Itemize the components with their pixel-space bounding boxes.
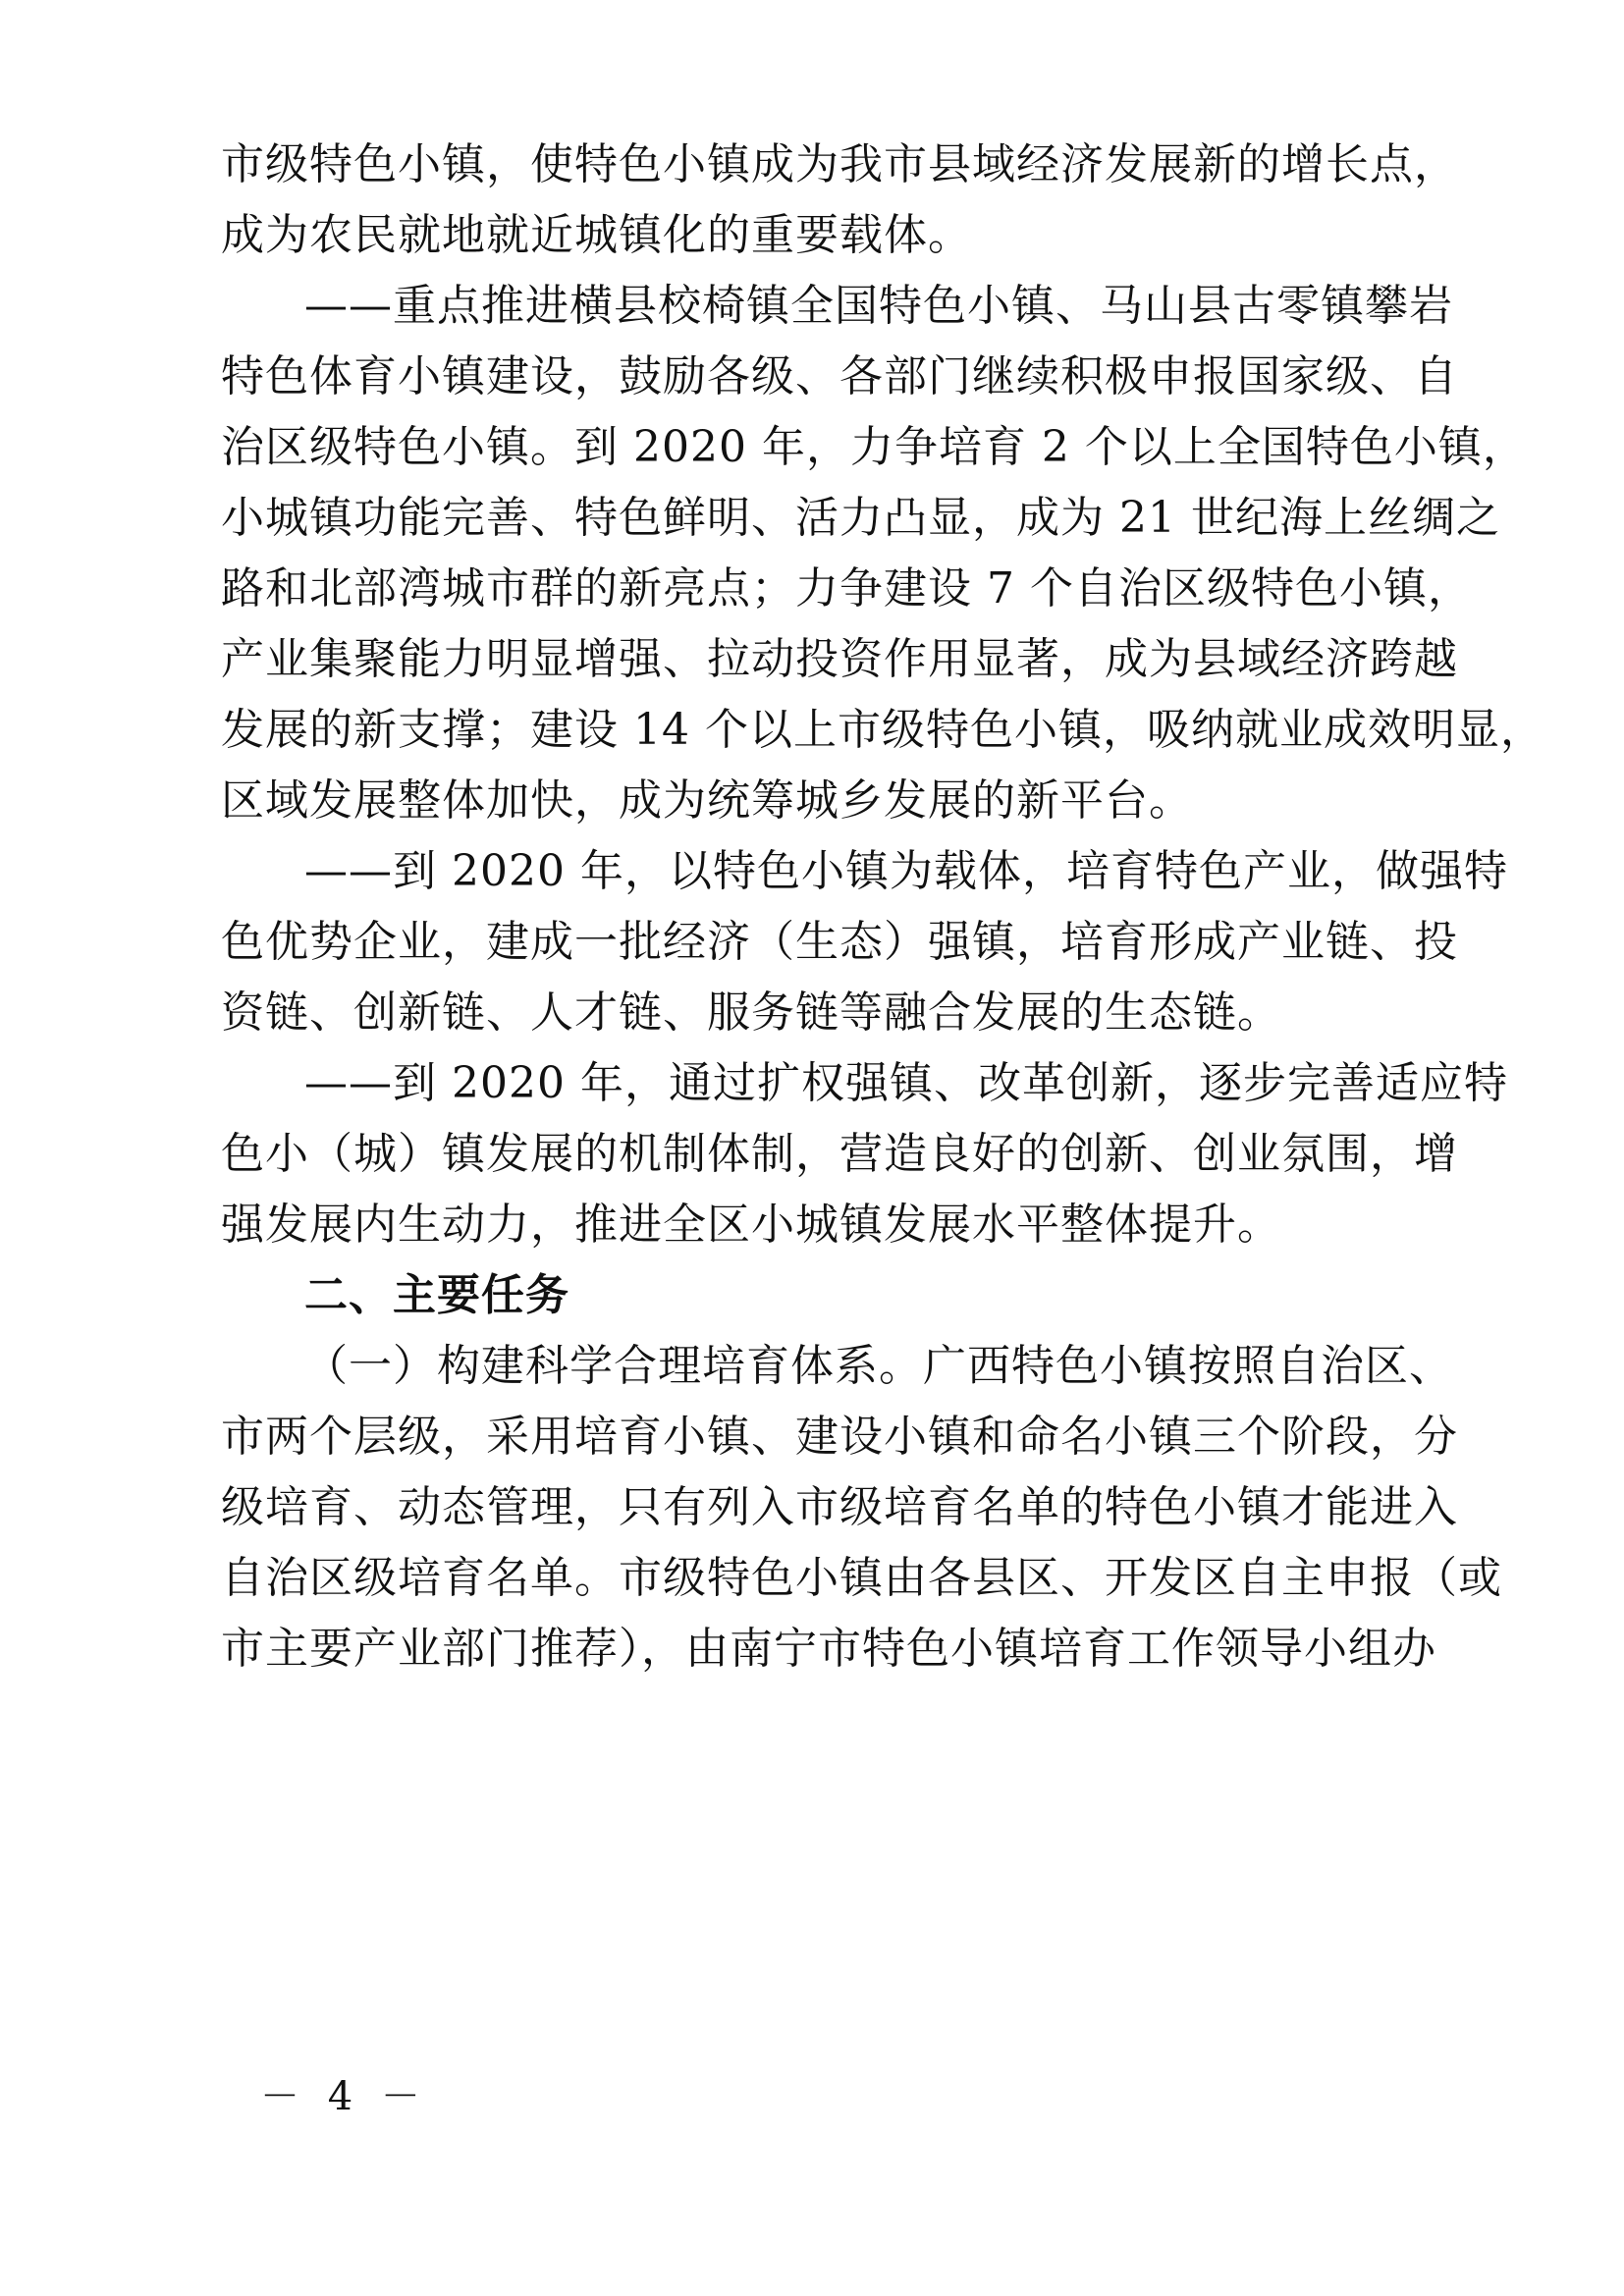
text-line: 成为农民就地就近城镇化的重要载体。	[221, 210, 972, 260]
text-line: ——到 2020 年，通过扩权强镇、改革创新，逐步完善适应特	[304, 1058, 1508, 1108]
text-line: （一）构建科学合理培育体系。广西特色小镇按照自治区、	[304, 1341, 1453, 1391]
text-line: 市两个层级，采用培育小镇、建设小镇和命名小镇三个阶段，分	[221, 1412, 1458, 1462]
text-line: 产业集聚能力明显增强、拉动投资作用显著，成为县域经济跨越	[221, 634, 1458, 684]
text-line: 区域发展整体加快，成为统筹城乡发展的新平台。	[221, 775, 1193, 826]
text-line: 级培育、动态管理，只有列入市级培育名单的特色小镇才能进入	[221, 1482, 1458, 1532]
text-line: ——到 2020 年，以特色小镇为载体，培育特色产业，做强特	[304, 846, 1508, 896]
text-line: 自治区级培育名单。市级特色小镇由各县区、开发区自主申报（或	[221, 1553, 1502, 1603]
text-line: 特色体育小镇建设，鼓励各级、各部门继续积极申报国家级、自	[221, 351, 1458, 401]
text-line: 市主要产业部门推荐），由南宁市特色小镇培育工作领导小组办	[221, 1624, 1436, 1674]
text-line: 发展的新支撑；建设 14 个以上市级特色小镇，吸纳就业成效明显，	[221, 705, 1544, 755]
text-line: 治区级特色小镇。到 2020 年，力争培育 2 个以上全国特色小镇，	[221, 422, 1527, 472]
text-line: 路和北部湾城市群的新亮点；力争建设 7 个自治区级特色小镇，	[221, 563, 1472, 614]
page-number: － 4 －	[260, 2074, 428, 2119]
text-line: 小城镇功能完善、特色鲜明、活力凸显，成为 21 世纪海上丝绸之	[221, 493, 1500, 543]
text-line: 色小（城）镇发展的机制体制，营造良好的创新、创业氛围，增	[221, 1129, 1458, 1179]
section-heading: 二、主要任务	[304, 1270, 569, 1320]
text-line: 色优势企业，建成一批经济（生态）强镇，培育形成产业链、投	[221, 917, 1458, 967]
text-line: ——重点推进横县校椅镇全国特色小镇、马山县古零镇攀岩	[304, 281, 1453, 331]
text-line: 强发展内生动力，推进全区小城镇发展水平整体提升。	[221, 1200, 1281, 1250]
text-line: 资链、创新链、人才链、服务链等融合发展的生态链。	[221, 988, 1281, 1038]
text-line: 市级特色小镇，使特色小镇成为我市县域经济发展新的增长点，	[221, 139, 1458, 189]
